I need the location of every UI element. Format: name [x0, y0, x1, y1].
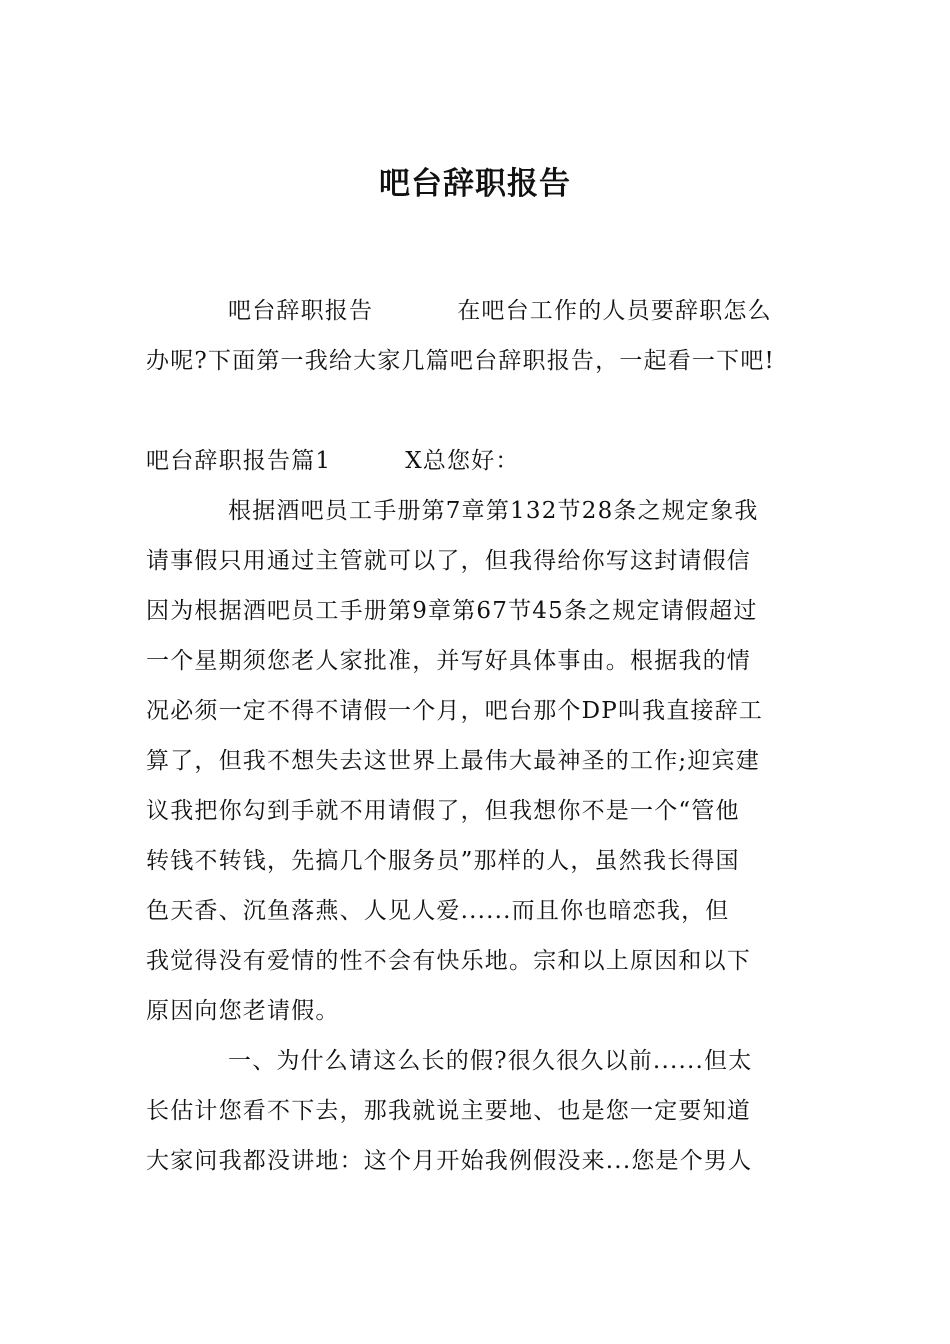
paragraph-line: 况必须一定不得不请假一个月，吧台那个DP叫我直接辞工 — [146, 698, 764, 724]
intro-text-1: 在吧台工作的人员要辞职怎么 — [457, 298, 772, 324]
intro-label: 吧台辞职报告 — [228, 298, 374, 324]
paragraph-line: 大家问我都没讲地：这个月开始我例假没来...您是个男人 — [146, 1148, 753, 1174]
paragraph-line: 因为根据酒吧员工手册第9章第67节45条之规定请假超过 — [146, 598, 758, 624]
paragraph-line: 算了，但我不想失去这世界上最伟大最神圣的工作;迎宾建 — [146, 748, 760, 774]
paragraph-line: 转钱不转钱，先搞几个服务员”那样的人，虽然我长得国 — [146, 848, 740, 874]
salutation: X总您好： — [405, 448, 520, 474]
paragraph-line: 我觉得没有爱情的性不会有快乐地。宗和以上原因和以下 — [146, 948, 751, 974]
paragraph-line: 长估计您看不下去，那我就说主要地、也是您一定要知道 — [146, 1098, 751, 1124]
section-heading-line — [146, 446, 816, 476]
paragraph-line: 请事假只用通过主管就可以了，但我得给你写这封请假信 — [146, 548, 751, 574]
paragraph-line: 一、为什么请这么长的假?很久很久以前......但太 — [228, 1048, 753, 1074]
intro-line-1 — [228, 296, 818, 326]
paragraph-line: 议我把你勾到手就不用请假了，但我想你不是一个“管他 — [146, 798, 740, 824]
paragraph-line: 一个星期须您老人家批准，并写好具体事由。根据我的情 — [146, 648, 751, 674]
document-title: 吧台辞职报告 — [379, 166, 571, 202]
paragraph-line: 原因向您老请假。 — [146, 998, 340, 1024]
section-heading: 吧台辞职报告篇1 — [146, 448, 332, 474]
intro-line-2: 办呢?下面第一我给大家几篇吧台辞职报告，一起看一下吧! — [146, 348, 775, 374]
paragraph-line: 色天香、沉鱼落燕、人见人爱......而且你也暗恋我，但 — [146, 898, 730, 924]
paragraph-line: 根据酒吧员工手册第7章第132节28条之规定象我 — [228, 498, 759, 524]
